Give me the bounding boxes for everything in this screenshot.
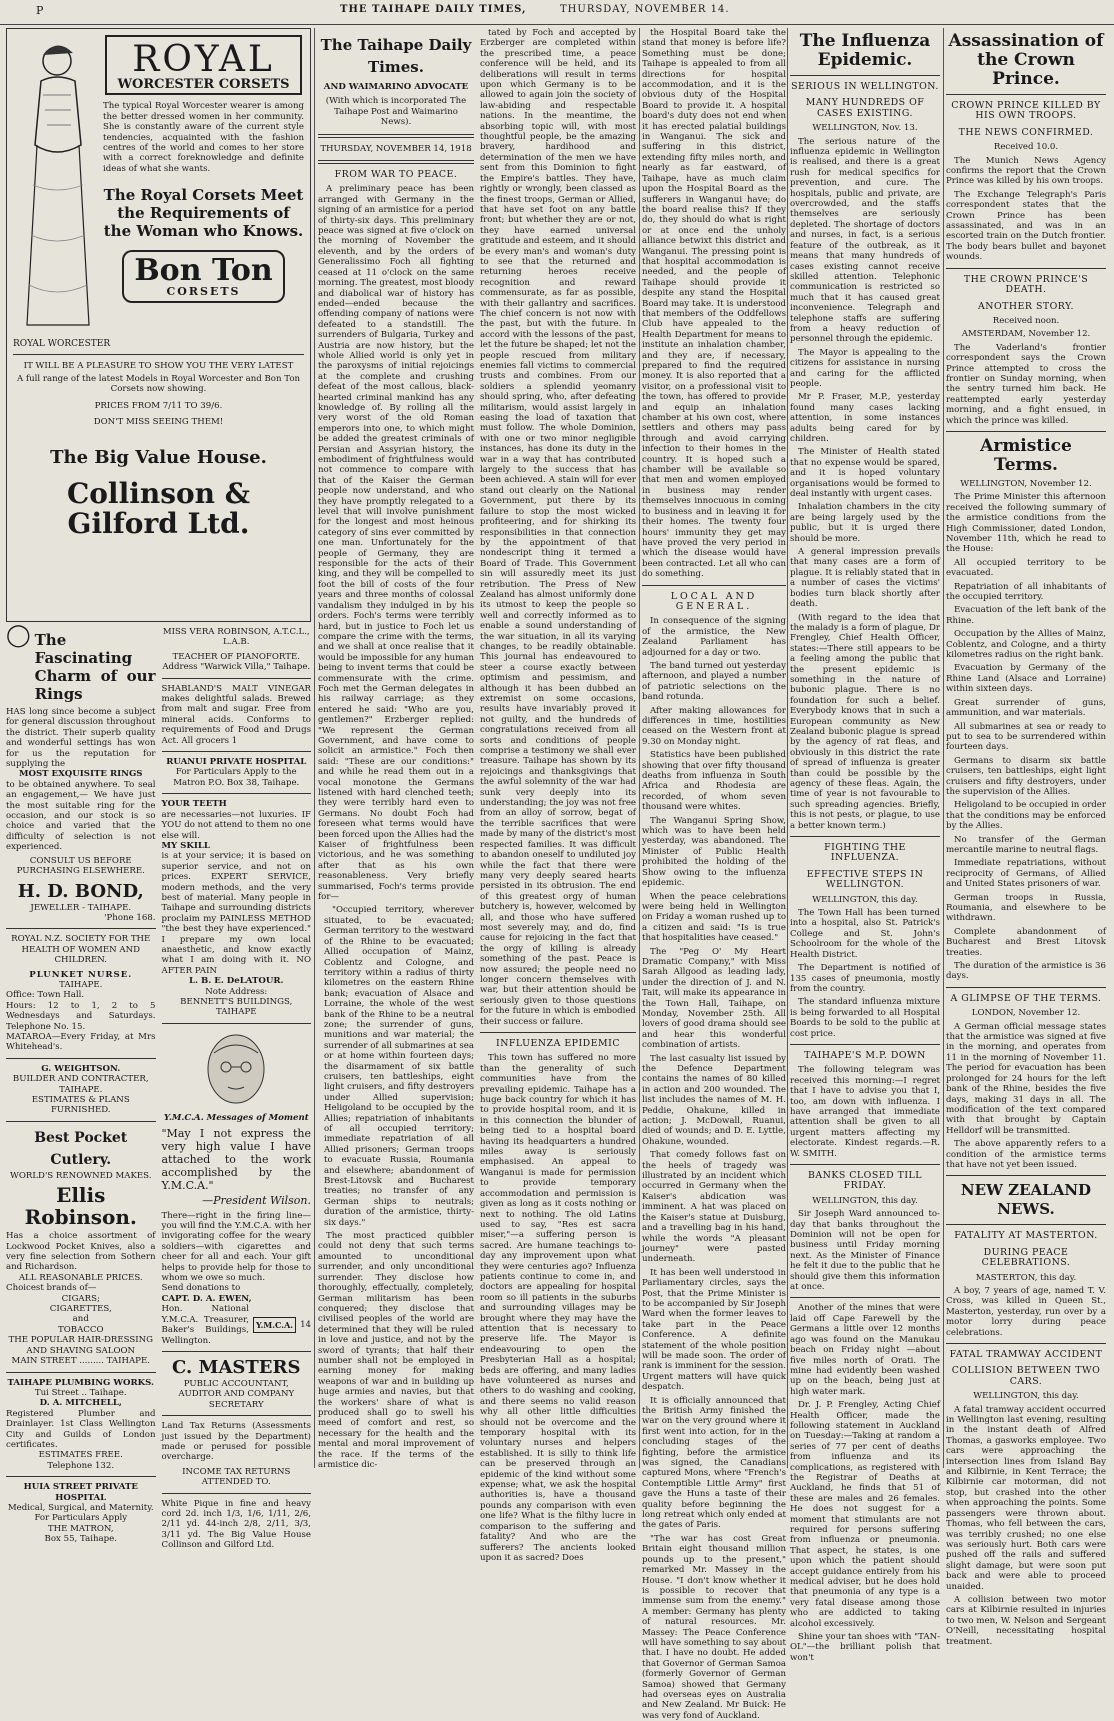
- crown-prince-death: THE CROWN PRINCE'S DEATH.: [963, 273, 1089, 296]
- cutlery-sub: WORLD'S RENOWNED MAKES.: [10, 1170, 152, 1181]
- cutlery-cigarettes: CIGARETTES,: [49, 1304, 112, 1315]
- armistice-term: Complete abandonment of Bucharest and Brest Litovsk treaties.: [946, 926, 1106, 958]
- local-item-11: It is officially announced that the British Army finished the war on the very ground where it first went into action, for in the concluding stages of the fighting, before the armistice was signed, the Canadians captured Mons, where "French's Contemptible Little Army" first gave the Huns a taste of their quality before beginning the long retreat which only ended at the gates of Paris.: [642, 1395, 786, 1531]
- cutlery-tobacco: TOBACCO: [58, 1324, 104, 1335]
- another-story: ANOTHER STORY.: [977, 300, 1075, 312]
- plunket-place: TAIHAPE.: [59, 979, 103, 990]
- glimpse-p2: The above apparently refers to a condition of the armistice terms that have not yet been issued.: [946, 1139, 1106, 1170]
- weightson-estimates: ESTIMATES & PLANS FURNISHED.: [31, 1095, 130, 1116]
- local-item-1: In consequence of the signing of the armistice, the New Zealand Parliament has adjourned for a day or two.: [642, 616, 786, 658]
- right-subcolumn: [162, 627, 312, 1551]
- masters-name: C. MASTERS: [171, 1356, 301, 1378]
- glimpse-p1: A German official message states that the armistice was signed at five in the morning, and operates from 11 in the morning of November 11. The period for evacuation has been prolonged for 24 hours for the left bank of the Rhine, besides the five days, making 31 days in all. The modification of the text compared with that brought by Captain Helldorf will be transmitted.: [946, 1021, 1106, 1136]
- influenza-local-heading: INFLUENZA EPIDEMIC: [495, 1038, 621, 1049]
- pique-advert: White Pique in fine and heavy cord 2d. inch 1/3, 1/6, 1/11, 2/6, 2/11 yd. 44-inch 2/8, 2/11, 3/3, 3/11 yd. The Big Value House Collinson and Gilford Ltd.: [161, 1498, 311, 1551]
- crown-prince-p3: The Vaderland's frontier correspondent says the Crown Prince attempted to cross the frontier on Sunday morning, when the sentry turned him back. He reattempted early yesterday morning, and a fight ensued, in which the prince was killed.: [946, 342, 1106, 426]
- cutlery-and: and: [72, 1314, 89, 1325]
- teeth-body: are necessaries—not luxuries. IF YOU do not attend to them no one else will.: [161, 809, 311, 841]
- bonton-brand-box: [122, 250, 284, 302]
- column-local: [642, 28, 786, 1721]
- skill-heading: MY SKILL: [161, 840, 210, 851]
- glimpse-heading: A GLIMPSE OF THE TERMS.: [950, 992, 1102, 1004]
- royal-brand-sub: WORCESTER CORSETS: [117, 77, 290, 92]
- editorial-quote: "Occupied territory, wherever situated, to be evacuated; German territory to the westward of the Rhine to be evacuated; Allied occupation of Mainz, Coblentz and Cologne, and territory within a radius of thirty kilometres on the eastern Rhine bank; evacuation of Alsace and Lorraine, the whole of the west bank of the Rhine to be a neutral zone; the surrender of guns, munitions and war material; the surrender of all submarines at sea or at home within fourteen days; the disarmament of six battle cruisers, ten battleships, eight light cruisers, and fifty destroyers under Allied supervision; Heligoland to be occupied by the Allies; repatriation of inhabitants of all occupied territory; immediate repatriation of all Allied prisoners; German troops to evacuate Russia, Roumania and elsewhere; abandonment of Brest-Litovsk and Bucharest treaties; no transfer of any German ships to neutrals; duration of the armistice, thirty-six days.": [324, 905, 474, 1228]
- cutlery-heading: Best Pocket Cutlery.: [34, 1129, 128, 1168]
- page-folio: P: [36, 4, 44, 17]
- cutlery-cigars: CIGARS;: [61, 1293, 100, 1304]
- influenza-p11: The following telegram was received this morning:—I regret that I have to advise you that I, too, am down with influenza. I have arranged that immediate attention shall be given to all urgent matters affecting my electorate. Kindest regards.—R. W. SMITH.: [790, 1065, 940, 1159]
- local-item-5: The Wanganui Spring Show, which was to have been held yesterday, was abandoned. The Minister of Public Health prohibited the holding of the Show owing to the influenza epidemic.: [642, 815, 786, 889]
- editorial-body: A preliminary peace has been arranged with Germany in the signing of an armistice for a period of thirty-six days. This preliminary peace was signed at five o'clock on the morning of November the eleventh, and by the orders of Generalissimo Foch all fighting ceased at 11 o'clock on the same morning. The greatest, most bloody and diabolical war of history has ended—ended because the offending company of nations were defeated to a standstill. The surrenders of Bulgaria, Turkey and Austria are now history, but the whole Allied world is only yet in the paroxysms of initial rejoicings at the complete and crushing defeat of the most callous, black-hearted criminal mankind has any knowledge of. By rolling all the very worst of the old Roman emperors into one, to which might be added the greatest criminals of Persian and Assyrian history, the embodiment of frightfulness would not commence to compare with that of the Kaiser the German people now understand, and who they have promptly relegated to a level that will involve punishment for the longest and most heinous category of sins ever committed by one man. Unfortunately for the people of Germany, they are responsible for the acts of their king, and they will be compelled to foot the bill of costs of the four years and three months of colossal vandalism they indulged in by his orders. Foch's terms were terribly hard, but in justice to Foch let us compare the crime with the terms, and we shall at once realise that it would be impossible for any human being to invent terms that could be commensurate with the crime. Foch met the German delegates in his railway carriage; as they entered he said: "Who are you, gentlemen?" Erzberger replied: "We represent the German Government, and have come to solicit an armistice." Foch then said: "These are our conditions:" and while he read them out in a vocal monotone the Germans listened with hard clenched teeth; they were terribly hard even to Germans. No doubt Foch had foreseen what terms would have been forced upon the Allies had the Kaiser of frightfulness been victorious, and he was something after that as his own reasonableness. Very briefly summarised, Foch's terms provide for—: [318, 184, 474, 903]
- local-item-7: The "Peg O' My Heart Dramatic Company," with Miss Sarah Allgood as leading lady, under the direction of J. and N. Tait, will make its appearance in the Town Hall, Taihape, on Monday, November 25th. All lovers of good drama should see and hear this wonderful combination of artists.: [642, 946, 786, 1051]
- editorial-end: The most practiced quibbler could not deny that such terms amounted to unconditional surrender, and only unconditional surrender. They disclose how thoroughly, effectually, completely, German militarism has been conquered; they disclose that civilised peoples of the world are determined that they will be ruled in love and justice, and not by the sword of tyrants; that half their number shall not be employed in earning money for making weapons of war and in building up huge armies and navies, but that the workers' share of what is produced shall go to swell his meed of comfort and rest, so necessary for the health and the mental and moral improvement of the race. If the terms of the armistice dic-: [318, 1231, 474, 1470]
- local-item-3: After making allowances for differences in time, hostilities ceased on the Western front at 9.30 on Monday night.: [642, 705, 786, 747]
- ymca-badge: Y.M.C.A.: [253, 1317, 296, 1333]
- rings-body: HAS long since become a subject for general discussion throughout the district. Their superb quality and wonderful settings has won for us the reputation for supplying the: [6, 707, 156, 770]
- crown-prince-sub: CROWN PRINCE KILLED BY HIS OWN TROOPS.: [951, 100, 1101, 122]
- royal-footer-brand: ROYAL WORCESTER: [13, 339, 111, 349]
- influenza-sub-1: SERIOUS IN WELLINGTON.: [791, 81, 939, 92]
- peace-celebrations-heading: DURING PEACE CELEBRATIONS.: [981, 1246, 1071, 1269]
- rings-most: MOST EXQUISITE RINGS: [18, 769, 143, 780]
- influenza-p12: Sir Joseph Ward announced to-day that banks throughout the Dominion will not be open for business until Friday morning next. As the Minister of Finance he felt it due to the public that he should give them this information at once.: [790, 1209, 940, 1293]
- local-item-10: It has been well understood in Parliamentary circles, says the Post, that the Prime Minister is to be accompanied by Sir Joseph Ward when the former leaves to take part in the Peace Conference. A definite statement of the whole position will be made soon. The order of rank is imminent for the session. Urgent matters will have quick despatch.: [642, 1267, 786, 1393]
- influenza-p7: (With regard to the idea that the malady is a form of plague, Dr Frengley, Chief Health Officer, states:—There still appears to be a feeling among the public that the present epidemic is something in the nature of bubonic plague. There is no foundation for such a belief. Everybody knows that in such a European community as New Zealand bubonic plague is spread by the agency of rat fleas, and obviously in this district the rate of spread of influenza is greater than could be possible by the agency of these fleas. Again, the time of year is not favourable to such spreading agencies. Briefly, this is not pests, or plague, to use a better known term.): [790, 612, 940, 831]
- crown-prince-p2: The Exchange Telegraph's Paris correspondent states that the Crown Prince has been assassinated, and was in an escorted train on the Dutch frontier. The body bears bullet and bayonet wounds.: [946, 189, 1106, 263]
- influenza-heading: The Influenza Epidemic.: [799, 31, 931, 70]
- cutlery-body: Has a choice assortment of Lockwood Pocket Knives, also a very fine selection from Sothern and Richardson.: [6, 1231, 156, 1273]
- wilson-portrait: [166, 1029, 306, 1113]
- paper-running-title: THE TAIHAPE DAILY TIMES,: [340, 4, 527, 15]
- local-item-9: That comedy follows fast on the heels of tragedy was illustrated by an incident which occurred in Germany when the Kaiser's abdication was imminent. A hat was placed on the Kaiser's statue at Duisburg, and a travelling bag in his hand, while the words "A pleasant journey" were pasted underneath.: [642, 1150, 786, 1265]
- amsterdam-dateline: AMSTERDAM, November 12.: [961, 329, 1091, 340]
- received-1: Received 10.0.: [993, 142, 1059, 153]
- huia-apply: For Particulars Apply: [34, 1513, 128, 1524]
- cutlery-choicest: Choicest brands of—: [6, 1283, 97, 1294]
- masthead: [0, 0, 1114, 25]
- armistice-term: Occupation by the Allies of Mainz, Coblentz, and Cologne, and a thirty kilometres radius on the right bank.: [946, 629, 1106, 661]
- bonton-brand-sub: CORSETS: [166, 285, 241, 299]
- royal-brand: ROYAL: [132, 39, 275, 80]
- armistice-term: Germans to disarm six battle cruisers, ten battleships, eight light cruisers and fifty destroyers, under the supervision of the Allies.: [946, 755, 1106, 797]
- ring-icon: ◯: [6, 623, 31, 648]
- ymca-send: Send donations to: [161, 1283, 241, 1294]
- local-general-heading: LOCAL AND GENERAL.: [670, 590, 758, 612]
- influenza-p6: A general impression prevails that many cases are a form of plague. It is reliably stated that in a number of cases the victims' bodies turn black shortly after death.: [790, 547, 940, 610]
- plumbing-heading: TAIHAPE PLUMBING WORKS.: [7, 1377, 155, 1388]
- armistice-term: All occupied territory to be evacuated.: [946, 557, 1106, 579]
- influenza-p1: The serious nature of the influenza epidemic in Wellington is realised, and there is a great rush for medical specifics for prevention, and cure. The hospitals, public and private, are overcrowded, and the staffs themselves are seriously depleted. The shortage of doctors and nurses, in fact, is a serious feature of the outbreak, as it means that many hundreds of cases existing cannot receive skilled attention. Telephonic communication is restricted so much that it has caused great inconvenience. Telegraph and telephone staffs are suffering from a heavy reduction of personnel through the epidemic.: [790, 136, 940, 345]
- local-item-4: Statistics have been published showing that over fifty thousand deaths from influenza in South Africa and Rhodesia are recorded, of whom seven thousand were whites.: [642, 750, 786, 813]
- rings-heading: The Fascinating Charm of our Rings: [34, 631, 156, 703]
- running-date: THURSDAY, NOVEMBER 14.: [560, 4, 730, 15]
- collision-heading: COLLISION BETWEEN TWO CARS.: [951, 1365, 1101, 1387]
- teeth-heading: YOUR TEETH: [161, 799, 227, 810]
- rings-body-2: to be obtained anywhere. To seal an engagement,— We have just the most suitable ring for the occasion, and our stock is so choice and varied that the difficulty of selection is not experienced.: [6, 779, 156, 853]
- ymca-quote: "May I not express the very high value I have attached to the work accomplished by the Y.M.C.A.": [161, 1127, 311, 1193]
- pleasure-line: IT WILL BE A PLEASURE TO SHOW YOU THE VERY LATEST: [23, 361, 294, 372]
- plunket-hours: Hours: 12 to 1, 2 to 5 Wednesdays and Saturdays. Telephone No. 15.: [6, 1000, 156, 1032]
- corset-illustration: [13, 35, 95, 335]
- armistice-term: Heligoland to be occupied in order that the conditions may be enforced by the Allies.: [946, 800, 1106, 832]
- mp-down-heading: TAIHAPE'S M.P. DOWN: [804, 1049, 926, 1061]
- masters-sub: PUBLIC ACCOUNTANT, AUDITOR AND COMPANY SECRETARY: [178, 1378, 295, 1410]
- skill-body: is at your service; it is based on superior service, and not on prices. EXPERT SERVICE, modern methods, and the very best of material. Many people in Taihape and surrounding districts proclaim my PAINLESS METHOD "the best they have experienced." I prepare my own local anaesthetic, and know exactly what I am doing with it. NO AFTER PAIN: [161, 851, 311, 976]
- tramway-p: A fatal tramway accident occurred in Wellington last evening, resulting in the instant death of Alfred Thomas, a gasworks employee. Two cars were approaching the intersection lines from Island Bay and Kilbirnie, in Kent Terrace; the Kilbirnie car motorman, did not stop, but crashed into the other when approaching the points. Some passengers were thrown about. Thomas, who fell between the cars, was terribly crushed; no one else was seriously hurt. Both cars were pushed off the rails and suffered slight damage, but were soon put back and were able to proceed unaided.: [946, 1404, 1106, 1592]
- weightson-place: TAIHAPE.: [59, 1084, 103, 1095]
- banks-dateline: WELLINGTON, this day.: [812, 1195, 918, 1206]
- huia-matron: THE MATRON,: [47, 1523, 114, 1534]
- plunket-society: ROYAL N.Z. SOCIETY FOR THE HEALTH OF WOMEN AND CHILDREN.: [11, 934, 151, 966]
- received-2: Received noon.: [992, 315, 1060, 326]
- fighting-dateline: WELLINGTON, this day.: [812, 894, 918, 905]
- big-value-heading: The Big Value House.: [50, 447, 267, 469]
- weightson-name: G. WEIGHTSON.: [41, 1063, 121, 1074]
- ymca-ewen: CAPT. D. A. EWEN,: [161, 1293, 252, 1304]
- vera-robinson: MISS VERA ROBINSON, A.T.C.L., L.A.B.: [162, 627, 310, 648]
- paper-subtitle: AND WAIMARINO ADVOCATE: [323, 82, 469, 92]
- royal-worcester-advert: [6, 28, 311, 622]
- plumbing-street: Tui Street .. Taihape.: [34, 1387, 127, 1398]
- left-subcolumn: [6, 623, 156, 1551]
- armistice-term: All submarines at sea or ready to put to sea to be surrendered within fourteen days.: [946, 721, 1106, 753]
- ymca-body: There—right in the firing line—you will find the Y.M.C.A. with her invigorating coffee for the weary soldiers—with cigarettes and cheer for all and each. Your gift helps to provide help for those to whom we owe so much.: [161, 1210, 311, 1284]
- armistice-intro: The Prime Minister this afternoon received the following summary of the armistice conditions from the High Commissioner, dated London, November 11th, which he read to the House:: [946, 492, 1106, 555]
- column-rule: [639, 28, 640, 1468]
- influenza-p9: The Department is notified of 135 cases of pneumonia, mostly from the country.: [790, 963, 940, 994]
- armistice-term: No transfer of the German mercantile marine to neutral flags.: [946, 834, 1106, 855]
- banks-closed-heading: BANKS CLOSED TILL FRIDAY.: [807, 1170, 923, 1192]
- plumbing-reg: Registered Plumber and Drainlayer. 1st Class Wellington City and Guilds of London certificates.: [6, 1408, 156, 1450]
- fighting-heading: FIGHTING THE INFLUENZA.: [824, 842, 906, 864]
- masterton-p: A boy, 7 years of age, named T. V. Cross, was killed in Queen St., Masterton, yesterday, run over by a motor lorry during peace celebrations.: [946, 1285, 1106, 1338]
- hospital-board-text: the Hospital Board take the stand that money is before life? Something must be done; Taihape is appealed to from all directions for hospital accommodation, and it is the obvious duty of the Hospital Board to provide it. A hospital board's duty does not end when it has erected palatial buildings in Wanganui. The sick and suffering in this district, extending fifty miles north, and nearly as far eastward, of Taihape, have as much claim upon the Hospital Board as the sufferers in Wanganui have; do the board realise this? If they do, they should do what is right or at once end the unholy alliance betwixt this district and Wanganui. The pressing point is that hospital accommodation is needed, and the people of Taihape should provide it despite any stand the Hospital Board may take. It is understood that members of the Oddfellows Club have appealed to the Health Department for means to institute an inhalation chamber, and they are, if necessary, prepared to find the required money. It is also reported that a visitor, on a professional visit to the town, has offered to provide and equip an inhalation chamber at his own cost, where settlers and others may pass through and avoid carrying infection to their homes in the country. It is hoped such a chamber will be available so that men and women employed in business may render themselves innocuous in coming to business and in leaving it for their homes. The twenty four hours' immunity they get may have proved the very period in which the disease would have been contracted. Let all who can do something.: [642, 28, 786, 580]
- ymca-signature: —President Wilson.: [202, 1194, 311, 1208]
- column-influenza: [790, 28, 940, 1663]
- ruanui-heading: RUANUI PRIVATE HOSPITAL: [166, 757, 307, 768]
- dentist-note: Note Address:: [205, 986, 268, 997]
- cutlery-main: MAIN STREET ......... TAIHAPE.: [11, 1356, 150, 1367]
- ymca-address: Hon. National Y.M.C.A. Treasurer, Baker's Buildings, Wellington.: [161, 1304, 249, 1346]
- column-editorial: [318, 28, 636, 1563]
- royal-tagline: The Royal Corsets Meet the Requirements of the Woman who Knows.: [103, 186, 304, 241]
- influenza-dateline: WELLINGTON, Nov. 13.: [812, 123, 918, 134]
- armistice-heading: Armistice Terms.: [980, 435, 1072, 475]
- armistice-term: Repatriation of all inhabitants of the occupied territory.: [946, 581, 1106, 603]
- paper-title: The Taihape Daily Times.: [320, 36, 472, 76]
- plunket-office: Office: Town Hall.: [6, 990, 85, 1001]
- huia-sub: Medical, Surgical, and Maternity.: [7, 1502, 154, 1513]
- tramway-heading: FATAL TRAMWAY ACCIDENT: [949, 1349, 1103, 1360]
- influenza-local-body: This town has suffered no more than the generality of such communities have from the prevailing epidemic. Taihape has a huge back country for which it has to provide hospital room, and it is in this connection the blunder of being tied to a hospital board having its headquarters a hundred miles away is seriously emphasised. An appeal to Wanganui is made for permission to provide temporary accommodation and permission is given as long as it costs nothing or next to nothing. The old Latins used to say, "Res est sacra miser,"—a suffering person is sacred. Are humane teachings to-day any improvement upon what they were centuries ago? Influenza patients continue to come in, and doctors are appealing for hospital room so ill patients in the suburbs and surrounding villages may be brought where they may have the attention that is necessary to preserve life. The Mayor is endeavouring to open the Presbyterian Hall as a hospital; beds are offering, and many ladies have volunteered as nurses and others to do washing and cooking, and there seems no valid reason why all other little difficulties should not be overcome and the temporary hospital with its voluntary nurses and helpers established. It is silly to think life can be preserved through an epidemic of the kind without some expense; what, we ask the hospital authorities is, have a thousand pounds any comparison with even one life? What is the filthy lucre in comparison to the suffering and fatality? And who are the sufferers? The ancients looked upon it as sacred? Does: [480, 1053, 636, 1563]
- collinson-gilford-name: Collinson & Gilford Ltd.: [66, 477, 251, 541]
- influenza-p3: Mr P. Fraser, M.P., yesterday found many cases lacking attention, in some instances adults being cared for by children.: [790, 392, 940, 444]
- local-item-12: "The war has cost Great Britain eight thousand million pounds up to the present," remarked Mr. Massey in the House. "I don't know whether it is possible to recover that immense sum from the enemy." A member: Germany has plenty of natural resources. Mr. Massey: The Peace Conference will have something to say about that. I have no doubt. He added that Governor of German Samoa (formerly Governor of German Samoa) showed that Germany had overseas eyes on Australia and New Zealand. Mr Buick: He was very fond of Auckland.: [642, 1533, 786, 1721]
- huia-box: Box 55, Taihape.: [44, 1534, 117, 1545]
- masters-body: Land Tax Returns (Assessments just issued by the Department) made or perused for possible overcharge.: [161, 1421, 311, 1463]
- cutlery-saloon: THE POPULAR HAIR-DRESSING AND SHAVING SALOON: [8, 1335, 154, 1356]
- armistice-dateline: WELLINGTON, November 12.: [960, 478, 1092, 489]
- armistice-term: The duration of the armistice is 36 days.: [946, 961, 1106, 982]
- ellis-robinson-name: Ellis Robinson.: [24, 1183, 137, 1230]
- influenza-p5: Inhalation chambers in the city are being largely used by the public, but it is urged there should be more.: [790, 502, 940, 544]
- plumbing-estimates: ESTIMATES FREE.: [38, 1450, 123, 1461]
- plumbing-tel: Telephone 132.: [47, 1460, 115, 1471]
- royal-description: The typical Royal Worcester wearer is among the better dressed women in her community. She is constantly aware of the current style tendencies, acquainted with the fashion centres of the world and comes to her store with a correct foreknowledge and definite ideas of what she wants.: [103, 101, 304, 174]
- tramway-dateline: WELLINGTON, this day.: [973, 1391, 1079, 1402]
- dentist-address: BENNETT'S BUILDINGS, TAIHAPE: [180, 997, 293, 1018]
- royal-brand-box: [105, 35, 301, 95]
- london-dateline: LONDON, November 12.: [971, 1008, 1081, 1019]
- crown-prince-p1: The Munich News Agency confirms the report that the Crown Prince was killed by his own troops.: [946, 155, 1106, 187]
- piano-teacher: TEACHER OF PIANOFORTE.: [172, 651, 300, 662]
- fatality-heading: FATALITY AT MASTERTON.: [954, 1230, 1098, 1242]
- range-line: A full range of the latest Models in Royal Worcester and Bon Ton Corsets now showing.: [16, 373, 301, 395]
- crown-prince-heading: Assassination of the Crown Prince.: [948, 31, 1104, 89]
- effective-steps-heading: EFFECTIVE STEPS IN WELLINGTON.: [806, 868, 924, 891]
- influenza-sub-2: MANY HUNDREDS OF CASES EXISTING.: [805, 97, 925, 119]
- weightson-trade: BUILDER AND CONTRACTER,: [12, 1074, 149, 1085]
- huia-heading: HUIA STREET PRIVATE HOSPITAL: [23, 1482, 138, 1503]
- column-rule: [787, 28, 788, 1468]
- armistice-term: Evacuation by Germany of the Rhine Land (Alsace and Lorraine) within sixteen days.: [946, 663, 1106, 695]
- issue-date: THURSDAY, NOVEMBER 14, 1918: [320, 143, 472, 154]
- column-adverts-left: [6, 28, 311, 1551]
- masterton-dateline: MASTERTON, this day.: [975, 1272, 1077, 1283]
- bonton-brand: Bon Ton: [134, 253, 273, 289]
- influenza-p10: The standard influenza mixture is being forwarded to all Hospital Boards to be sold to the public at cost price.: [790, 997, 940, 1039]
- dentist-name: L. B. E. DeLATOUR.: [189, 976, 284, 987]
- malt-vinegar-advert: SHABLAND'S MALT VINEGAR makes delightful salads. Brewed from malt and sugar. Free from mineral acids. Conforms to requirements of Food and Drugs Act. All grocers 1: [161, 683, 311, 746]
- robinson-address: Address "Warwick Villa," Taihape.: [162, 662, 311, 673]
- ymca-number: 14: [300, 1319, 311, 1330]
- influenza-p13: Another of the mines that were laid off Cape Farewell by the Germans a little over 12 months ago was found on the Manukau beach on Friday night —about five miles north of Orati. The mine had evidently been washed up on the beach, being just at high water mark.: [790, 1303, 940, 1397]
- editorial-heading: FROM WAR TO PEACE.: [334, 169, 458, 181]
- armistice-term: Immediate repatriations, without reciprocity of Germans, of Allied and United States prisoners of war.: [946, 858, 1106, 890]
- column-rule: [314, 28, 315, 1468]
- local-item-2: The band turned out yesterday afternoon, and played a number of patriotic selections on the band rotunda.: [642, 660, 786, 703]
- armistice-term: German troops in Russia, Roumania, and elsewhere to be withdrawn.: [946, 892, 1106, 924]
- income-tax: INCOME TAX RETURNS ATTENDED TO.: [182, 1466, 291, 1488]
- column-rule: [943, 28, 944, 1468]
- dont-miss-line: DON'T MISS SEEING THEM!: [93, 417, 224, 428]
- ymca-heading: Y.M.C.A. Messages of Moment: [163, 1112, 309, 1123]
- mitchell-name: D. A. MITCHELL,: [39, 1398, 122, 1409]
- bond-trade: JEWELLER - TAIHAPE.: [30, 902, 132, 913]
- bond-name: H. D. BOND,: [17, 880, 144, 902]
- influenza-p4: The Minister of Health stated that no expense would be spared, and it is hoped voluntary organisations would be formed to deal instantly with urgent cases.: [790, 447, 940, 500]
- column-cables: [946, 28, 1106, 1647]
- rings-consult: CONSULT US BEFORE PURCHASING ELSEWHERE.: [16, 855, 145, 877]
- armistice-term: Great surrender of guns, ammunition, and war materials.: [946, 697, 1106, 719]
- armistice-terms-list: [946, 558, 1106, 982]
- nz-news-heading: NEW ZEALAND NEWS.: [960, 1181, 1092, 1219]
- local-item-8: The last casualty list issued by the Defence Department contains the names of 80 killed in action and 200 wounded. The list includes the names of M. H. Peddie, Ohakune, killed in action; J. McDowall, Ruanui, died of wounds; and D. E. Lyttle, Ohakune, wounded.: [642, 1053, 786, 1147]
- motor-collision-p: A collision between two motor cars at Kilbirnie resulted in injuries to two men, W. Nelson and Sergeant O'Neill, necessitating hospital treatment.: [946, 1594, 1106, 1647]
- armistice-term: Evacuation of the left bank of the Rhine.: [946, 605, 1106, 626]
- news-confirmed: THE NEWS CONFIRMED.: [958, 126, 1094, 138]
- influenza-p14: Dr. J. P. Frengley, Acting Chief Health Officer, made the following statement in Auckland on Tuesday:—Taking at random a series of 77 per cent of deaths from influenza and its complications, as registered with the Registrar of Deaths at Auckland, he finds that 51 of these are males and 26 females. He does not suggest for a moment that stimulants are not required for persons suffering from influenza or pneumonia. That aspect, he states, is one upon which the patient should accept guidance entirely from his medical adviser, but he does hold that pneumonia of any type is a very fatal disease among those who are addicted to taking alcohol excessively.: [790, 1400, 940, 1629]
- plunket-mataroa: MATAROA—Every Friday, at Mrs Whitehead's.: [6, 1031, 156, 1053]
- editorial-continued: tated by Foch and accepted by Erzberger are completed within the prescribed time, a peace conference will be held, and its deliberations will result in terms upon which Germany is to be allowed to again join the society of law-abiding and respectable nations. In the meantime, the absorbing topic will, with most thoughtful people, be the amazing bravery, hardihood and determination of the men we have sent from this Dominion to fight the Empire's battles. They have, rightly or wrongly, been classed as the finest troops, German or Allied, that have set foot on any battle front; but whether they are or not, they have earned universal gratitude and esteem, and it should be every man's and woman's duty to see that the returned and returning heroes receive recognition and reward commensurate, as far as possible, with their gallantry and sacrifices. The chief concern is not now with the past, but with the future. In accord with the lessons of the past, let the future be shaped; let not the people rescued from military enemies fall victims to commercial trusts and combines. From our soldiers a splendid yeomanry should spring, who, after defeating militarism, would assist largely in easing the load of taxation that must follow. The whole Dominion, with one or two minor negligible instances, has done its duty in the war in a way that has contributed largely to the success that has been achieved. A stain will for ever stand out clearly on the National Government, put there by its failure to stop the most wicked profiteering, and for shirking its responsibilities in that connection by the appointment of that nondescript thing it termed a Board of Trade. This Government sin will assuredly meet its just retribution. The Press of New Zealand has almost uniformly done its utmost to keep the people so well and correctly informed as to enable a sound understanding of the war situation, in all its varying changes, to be readily obtainable. This journal has endeavoured to steer a course exactly between optimism and pessimism, and although it has been dubbed an extremist on some occasions, results have invariably proved it not guilty, and the hundreds of congratulations received from all sorts and conditions of people comprise a testimony we shall ever treasure. Taihape has shown by its rejoicings and thanksgivings that the awful solemnity of the war had sunk very deeply into its understanding; the joy was not free from an alloy of sorrow, begat of the terrible sacrifices that were made by many of the district's most respected families. It was difficult to abandon oneself to undiluted joy while the fact that there were many very deeply seared hearts persisted in its obtrusion. The end of this greatest orgy of human butchery is, however, welcomed by all, and those who have suffered most severely may, and do, find cause for rejoicing in the fact that the orgy of killing is already something of the past. Peace is now assured; the people need no longer concern themselves with war, but their attention should be seriously given to those questions for the future in which is embodied their success or failure.: [480, 28, 636, 1027]
- local-item-6: When the peace celebrations were being held in Wellington on Friday a woman rushed up to a citizen and said: "Is is true that hospitalities have ceased.": [642, 891, 786, 944]
- paper-note: (With which is incorporated The Taihape Post and Waimarino News).: [325, 96, 467, 128]
- plunket-nurse: PLUNKET NURSE.: [29, 969, 133, 980]
- ruanui-apply: For Particulars Apply to the Matron P.O. Box 38, Taihape.: [173, 767, 300, 788]
- influenza-p8: The Town Hall has been turned into a hospital, also St. Patrick's College and St. John's Schoolroom for the whole of the Health District.: [790, 908, 940, 960]
- influenza-p2: The Mayor is appealing to the citizens for assistance in nursing and caring for the afflicted people.: [790, 347, 940, 389]
- cutlery-prices: ALL REASONABLE PRICES.: [18, 1272, 143, 1283]
- influenza-p15: Shine your tan shoes with "TAN-OL"—the brilliant polish that won't: [790, 1632, 940, 1663]
- bond-phone: 'Phone 168.: [104, 912, 156, 923]
- prices-line: PRICES FROM 7/11 TO 39/6.: [94, 400, 223, 411]
